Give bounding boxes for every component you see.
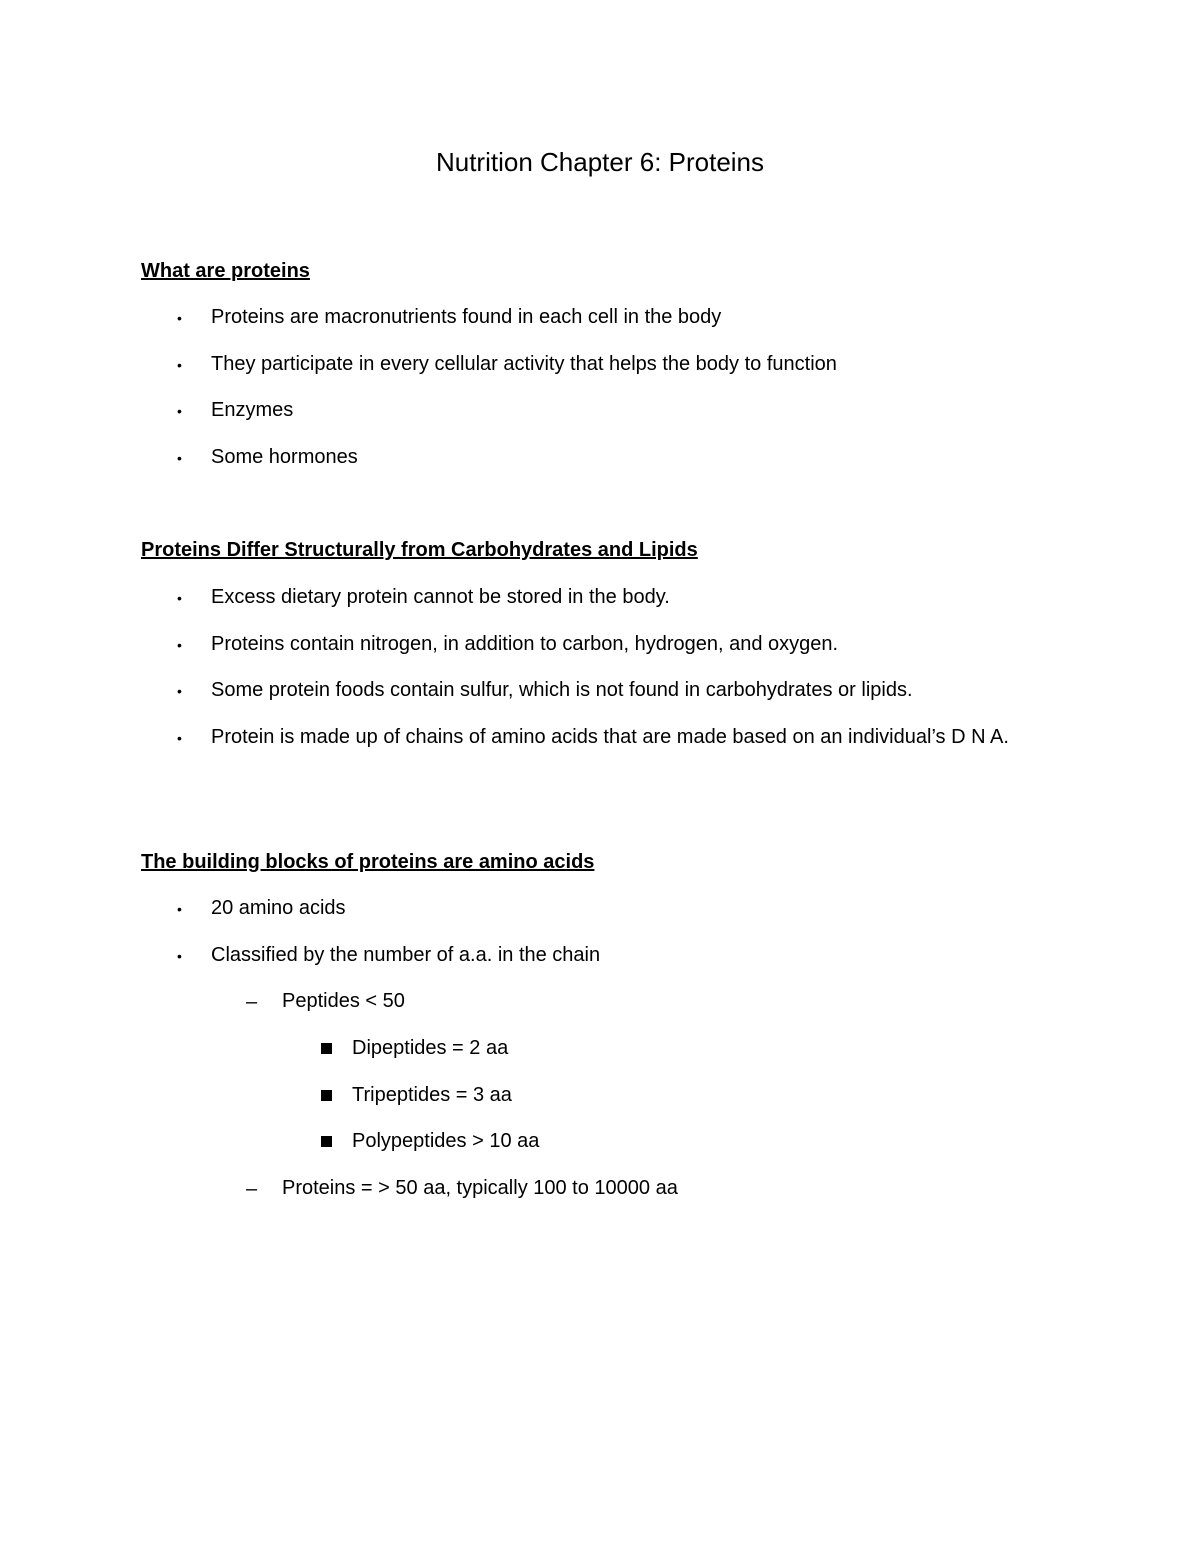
list-item: Proteins are macronutrients found in each cell in the body [211, 306, 722, 328]
document-title: Nutrition Chapter 6: Proteins [435, 147, 765, 177]
square-bullet-icon [321, 1043, 332, 1054]
bullet-icon: • [177, 637, 182, 653]
section-heading-structural-differences: Proteins Differ Structurally from Carbohydrates and Lipids [141, 539, 698, 561]
list-item: Protein is made up of chains of amino acids that are made based on an individual’s D N A. [211, 726, 1009, 748]
list-item: Some protein foods contain sulfur, which is not found in carbohydrates or lipids. [211, 679, 913, 701]
list-item: Classified by the number of a.a. in the chain [211, 944, 601, 966]
section-heading-what-are-proteins: What are proteins [141, 260, 310, 282]
sub-sub-list-item: Dipeptides = 2 aa [352, 1037, 509, 1059]
list-item: They participate in every cellular activity that helps the body to function [211, 353, 837, 375]
section-heading-building-blocks: The building blocks of proteins are amino acids [141, 851, 595, 873]
bullet-icon: • [177, 901, 182, 917]
bullet-icon: • [177, 357, 182, 373]
dash-icon: – [246, 991, 258, 1013]
bullet-icon: • [177, 683, 182, 699]
list-item: Enzymes [211, 399, 294, 421]
square-bullet-icon [321, 1136, 332, 1147]
bullet-icon: • [177, 590, 182, 606]
sub-list-item: Proteins = > 50 aa, typically 100 to 10000 aa [282, 1177, 678, 1199]
bullet-icon: • [177, 948, 182, 964]
square-bullet-icon [321, 1090, 332, 1101]
list-item: Excess dietary protein cannot be stored in the body. [211, 586, 670, 608]
sub-sub-list-item: Polypeptides > 10 aa [352, 1130, 540, 1152]
bullet-icon: • [177, 450, 182, 466]
list-item: Proteins contain nitrogen, in addition to carbon, hydrogen, and oxygen. [211, 633, 839, 655]
sub-sub-list-item: Tripeptides = 3 aa [352, 1084, 512, 1106]
sub-list-item: Peptides < 50 [282, 990, 405, 1012]
bullet-icon: • [177, 730, 182, 746]
list-item: 20 amino acids [211, 897, 346, 919]
list-item: Some hormones [211, 446, 358, 468]
bullet-icon: • [177, 310, 182, 326]
dash-icon: – [246, 1178, 258, 1200]
bullet-icon: • [177, 403, 182, 419]
